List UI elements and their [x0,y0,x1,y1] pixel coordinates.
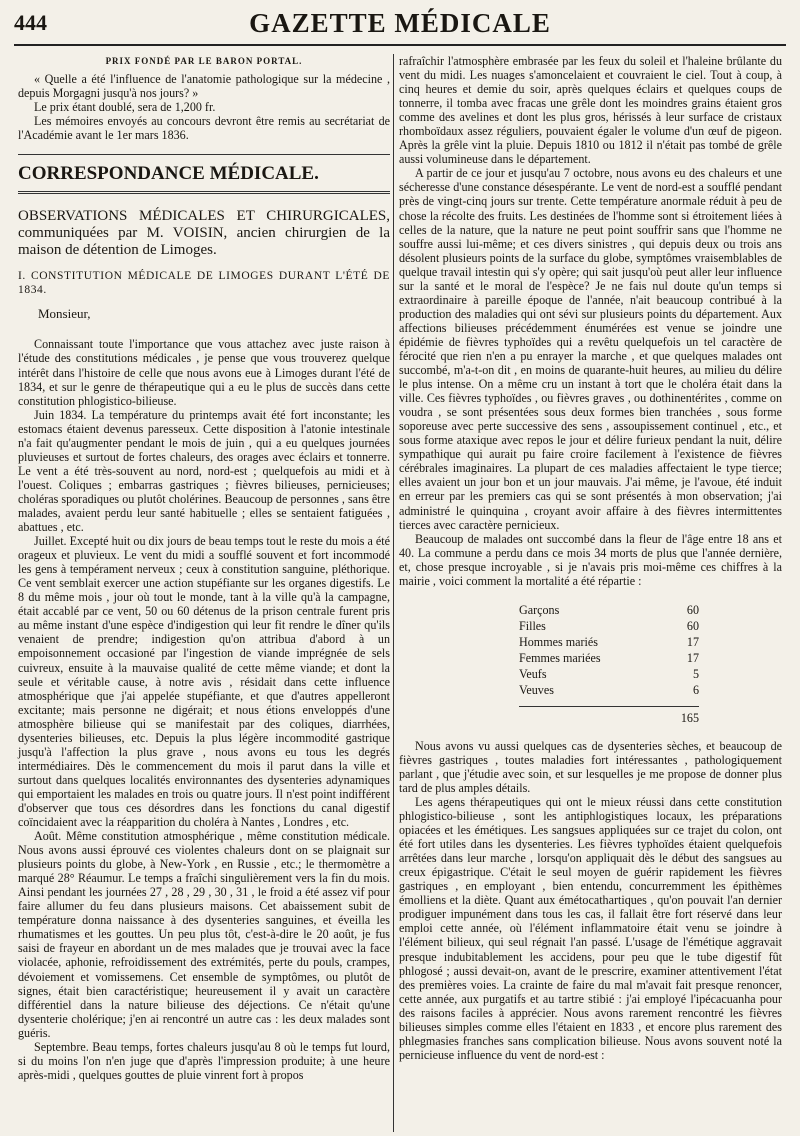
paragraph-aout: Août. Même constitution atmosphérique , même constitution médicale. Nous avons aussi éprouvé ces violentes chaleurs dont on se plaignait sur plusieurs points du globe, à New-York , en Russie , etc.; le thermomètre a marqué 28° Réaumur. Le temps a fraîchi singulièrement vers la fin du mois. Ainsi pendant les journées 27 , 28 , 29 , 30 , 31 , le froid a été assez vif pour faire allumer du feu dans plusieurs maisons. Cet abaissement subit de température donna naissance à des dysenteries sanguines, et éveilla les rhumatismes et les gouttes. Un peu plus tôt, c'est-à-dire le 20 août, je fus saisi de frayeur en abordant un de mes malades que je trouvai avec la face violacée, aphonie, refroidissement des extrémités, perte du pouls, crampes, dévoiement et vomissemens. Cet ensemble de symptômes, ou plutôt de signes, était bien caractéristique; heureusement il y avait un caractère différentiel dans la nature bilieuse des déjections. Ce n'était qu'une dysenterie cholérique; j'en ai rencontré un autre cas : les deux malades sont guéris. [18,829,390,1040]
salutation: Monsieur, [38,306,91,322]
column-divider [393,54,394,1132]
article-title: OBSERVATIONS MÉDICALES ET CHIRURGICALES, communiquées par M. VOISIN, ancien chirurgien de la maison de détention de Limoges. [18,208,390,259]
table-row: Hommes mariés 17 [519,634,699,649]
paragraph-octobre: A partir de ce jour et jusqu'au 7 octobre, nous avons eu des chaleurs et une sécheresse d'une constance désespérante. Le vent de nord-est a soufflé pendant près de vingt-cinq jours sur trente. Cette température anormale réduit à peu de chose la récolte des fruits. Les destinées de l'homme sont si étroitement liées à celles de la nature, que la nature ne peut point souffrir sans que l'homme ne souffre aussi lui-même; et ces divers sinistres , qui depuis deux ou trois ans désolent plusieurs points de la surface du globe, symptômes vraisemblables de quelque travail intestin qui s'y opère; qui sait jusqu'où peut aller leur influence sur la santé et le moral de l'espèce? Je ne fais nul doute qu'un temps si extraordinaire à pareille époque de l'année, n'ait beaucoup contribué à la production des maladies qui ont sévi sur plusieurs points du département. Aux affections bilieuses précédemment énumérées est venue se joindre une épidémie de fièvres typhoïdes qui a revêtu quelquefois un tel caractère de férocité que rien n'en a pu enrayer la marche , et que quelques malades ont succombé, m'a-t-on dit , en moins de quarante-huit heures, au milieu du délire le plus intense. On a même cru un instant à tort que le choléra était dans la ville. Ces fièvres typhoïdes , ou fièvres graves , ou dothinentérites , comme on voudra , se sont présentées sous deux formes bien tranchées , sous forme soporeuse avec perte successive des sens , assoupissement continuel , etc., et sous forme ataxique avec repos le jour et délire furieux pendant la nuit, délire sympathique qui aurait pu faire croire facilement à l'existence de fièvres cérébrales imaginaires. La plupart de ces maladies affectaient le type tierce; elles avaient un jour bon et un jour mauvais. J'ai même, je l'avoue, été induit en erreur par les premiers cas qui se sont présentés à mon observation; j'ai administré le quinquina , croyant avoir affaire à des fièvres intermittentes tierces avec caractère pernicieux. [399,166,782,532]
section-divider [18,154,390,155]
table-row: Veuves 6 [519,682,699,697]
paragraph-intro: Connaissant toute l'importance que vous attachez avec juste raison à l'étude des constitutions médicales , je pense que vous trouverez quelque intérêt dans l'histoire de celle que nous avons eue à Limoges durant l'été de 1834, et sur le genre de thérapeutique qui a eu le plus de succès dans cette constitution phlogistico-bilieuse. [18,337,390,408]
mortality-table [519,602,699,725]
paragraph-dysenteries: Nous avons vu aussi quelques cas de dysenteries sèches, et beaucoup de fièvres gastriques , toutes maladies fort intéressantes , pathologiquement parlant , que j'étudie avec soin, et sur lesquelles je me propose de donner plus tard de plus amples détails. [399,738,782,795]
prize-question: « Quelle a été l'influence de l'anatomie pathologique sur la médecine , depuis Morgagni jusqu'à nos jours? » [18,72,390,101]
paragraph-therapeutique: Les agens thérapeutiques qui ont le mieux réussi dans cette constitution phlogistico-bilieuse , sont les antiphlogistiques locaux, les préparations opiacées et les émétiques. Les sangsues appliquées sur ce trajet du colon, ont été fort utiles dans les dysenteries. Les fièvres typhoïdes étaient quelquefois arrêtées dans leur marche , lorsqu'on appliquait dès le début des sangsues au creux épigastrique. C'était le seul moyen de guérir rapidement les fièvres gastriques , en employant , bien entendu, concurremment les épithèmes émolliens et la diète. Quant aux émétocathartiques , qu'on pouvait l'an dernier prodiguer impunément dans tous les cas, il fallait être fort réservé dans leur emploi cette année, où l'élément inflammatoire était venu se joindre à l'élément bilieux, qui seul régnait l'an passé. L'usage de l'émétique aggravait presque indubitablement les accidens, pour peu que le tube digestif fût phlogosé ; aussi devait-on, avant de le prescrire, examiner attentivement l'état des premières voies. La crainte de faire du mal m'avait fait presque renoncer, cette année, aux purgatifs et au tartre stibié : j'ai employé l'ipécacuanha pour des raisons faciles à apprécier. Nous avons rarement rencontré les fièvres bilieuses simples comme elles l'étaient en 1833 , et encore plus rarement des phlegmasies franches sans complication bilieuse. Nous avons souvent noté la pernicieuse influence du vent de nord-est : [399,795,782,1062]
paragraph-continued: rafraîchir l'atmosphère embrasée par les feux du soleil et l'haleine brûlante du vent du midi. Les nuages s'amoncelaient et couvraient le ciel. Tout à coup, à cinq heures et demie du soir, après quelques éclairs et quelques coups de tonnerre, il tomba avec fracas une grêle dont les moindres grains étaient gros comme des avelines et dont les plus gros, hérissés à leur surface de cristaux rhomboïdaux assez réguliers, pouvaient égaler le volume d'un œuf de pigeon. Après la grêle vint la pluie. Depuis 1810 ou 1812 il n'était pas tombé de grêle aussi volumineuse dans le département. [399,54,782,167]
section-title: CORRESPONDANCE MÉDICALE. [18,163,319,185]
prize-title: PRIX FONDÉ PAR LE BARON PORTAL. [105,56,303,66]
title-divider [18,191,390,194]
paragraph-juillet: Juillet. Excepté huit ou dix jours de beau temps tout le reste du mois a été orageux et pluvieux. Le vent du midi a soufflé souvent et fort incommodé les gens à tempérament nerveux ; ceux à constitution sanguine, pléthorique. Ce vent semblait exercer une action stupéfiante sur les organes digestifs. Le 8 du même mois , jour où tout le monde, tant à la ville qu'à la campagne, était accablé par ce vent, 50 ou 60 détenus de la prison centrale furent pris au même instant d'une espèce d'indigestion qui leur fit rendre le dîner qu'ils venaient de prendre; indigestion qu'on attribua d'abord à un empoisonnement occasioné par l'ingestion de viande imprégnée de sels cuivreux, ensuite à la mauvaise qualité de cette même viande; et dont la seule et véritable cause, à notre avis , résidait dans cette influence atmosphérique que j'ai appelée stupéfiante, et que d'autres appelleront excitante; mais personne ne digérait; et nous étions enveloppés d'une atmosphère bilieuse qui se manifestait par des coliques, diarrhées, dysenteries bilieuses, etc. Depuis la plus légère incommodité gastrique jusqu'à l'affection la plus grave , nous avons eu tous les degrés intermédiaires. Dès le commencement du mois il parut dans la ville et surtout dans quelques localités environnantes des dysenteries adynamiques qui emportaient les malades en trois ou quatre jours. Il n'est point indifférent d'observer que tous ces désordres dans les fonctions du canal digestif coïncidaient avec la réapparition du choléra à Nantes , Londres , etc. [18,534,391,830]
article-subheading: I. CONSTITUTION MÉDICALE DE LIMOGES DURANT L'ÉTÉ DE 1834. [18,270,390,297]
table-row: Filles 60 [519,618,699,633]
table-row: Garçons 60 [519,602,699,617]
journal-title: GAZETTE MÉDICALE [249,8,551,38]
paragraph-juin: Juin 1834. La température du printemps avait été fort inconstante; les estomacs étaient devenus paresseux. Cette disposition à l'atonie intestinale n'a fait qu'augmenter pendant le mois de juin , qui a eu quelques journées pluvieuses et surtout de fortes chaleurs, des orages avec éclairs et tonnerre. Le vent a été très-souvent au nord, nord-est ; quelquefois au midi et à l'ouest. Coliques ; embarras gastriques ; fièvres bilieuses, pernicieuses; choléras sporadiques ou plutôt cholérines. Beaucoup de personnes , sans être malades, avaient perdu leur santé habituelle ; elles se sentaient fatiguées , abattues , etc. [18,407,390,535]
page-number: 444 [14,10,47,35]
left-column [18,54,390,1082]
page-header [14,4,786,46]
right-column [399,54,782,1062]
paragraph-septembre: Septembre. Beau temps, fortes chaleurs jusqu'au 8 où le temps fut lourd, si du moins l'on n'en juge que d'après l'impression produite; à une heure après-midi , quelques gouttes de pluie vinrent fort à propos [18,1039,390,1082]
paragraph-mortalite: Beaucoup de malades ont succombé dans la fleur de l'âge entre 18 ans et 40. La commune a perdu dans ce mois 34 morts de plus que l'année dernière, et, chose presque incroyable , si je n'avais pris moi-même ces chiffres à la mairie , voici comment la mortalité a été répartie : [399,531,782,588]
table-row: Femmes mariées 17 [519,650,699,665]
table-row: Veufs 5 [519,666,699,681]
prize-amount: Le prix étant doublé, sera de 1,200 fr. [34,100,216,115]
prize-deadline: Les mémoires envoyés au concours devront être remis au secrétariat de l'Académie avant le 1er mars 1836. [18,114,390,143]
table-total: 165 [519,706,699,725]
